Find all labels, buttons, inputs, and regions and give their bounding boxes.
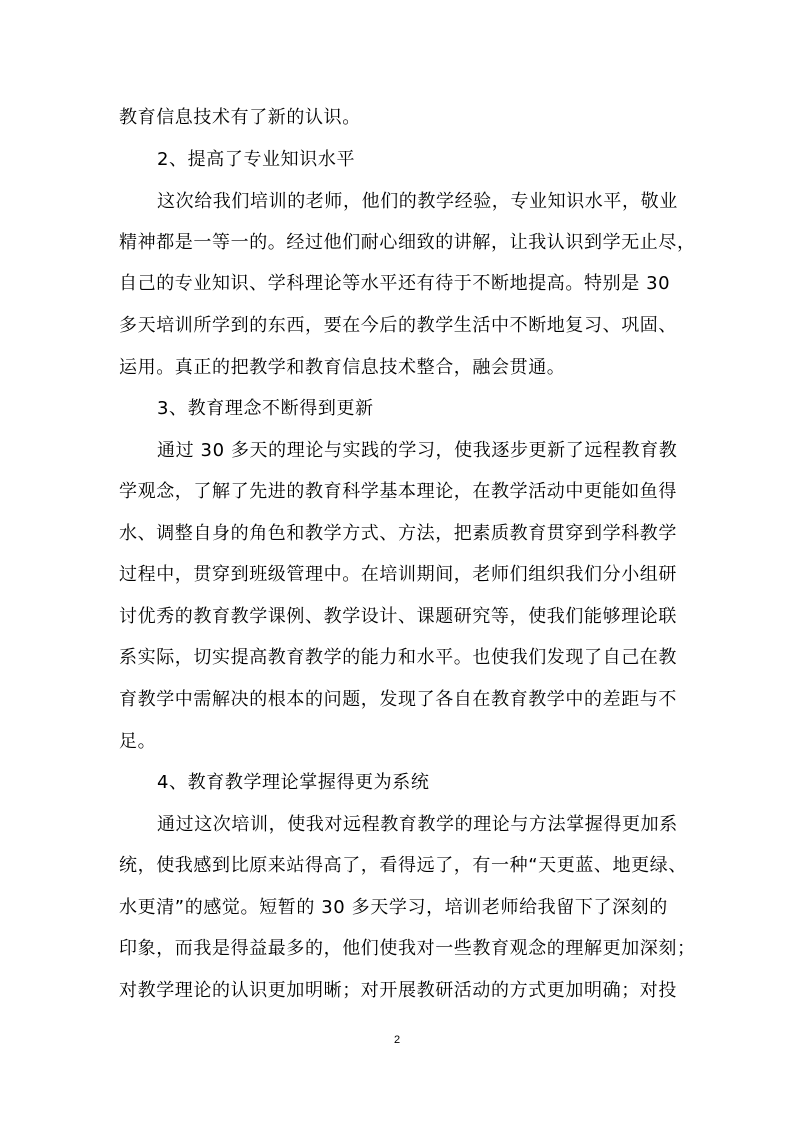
paragraph-line: 印象，而我是得益最多的，他们使我对一些教育观念的理解更加深刻； <box>119 938 696 959</box>
paragraph-line: 对教学理论的认识更加明晰；对开展教研活动的方式更加明确；对投 <box>119 980 677 1001</box>
paragraph-line: 足。 <box>119 731 157 752</box>
paragraph-line: 自己的专业知识、学科理论等水平还有待于不断地提高。特别是 30 <box>119 273 671 294</box>
paragraph-line: 通过这次培训，使我对远程教育教学的理论与方法掌握得更加系 <box>157 814 678 835</box>
section-heading-2: 2、提高了专业知识水平 <box>157 149 356 170</box>
paragraph-line: 多天培训所学到的东西，要在今后的教学生活中不断地复习、巩固、 <box>119 315 677 336</box>
paragraph-line: 育教学中需解决的根本的问题，发现了各自在教育教学中的差距与不 <box>119 689 677 710</box>
paragraph-line: 学观念，了解了先进的教育科学基本理论，在教学活动中更能如鱼得 <box>119 481 677 502</box>
paragraph-line: 精神都是一等一的。经过他们耐心细致的讲解，让我认识到学无止尽， <box>119 232 696 253</box>
paragraph-line: 教育信息技术有了新的认识。 <box>119 107 361 128</box>
page-number: 2 <box>393 1034 401 1046</box>
paragraph-line: 水更清”的感觉。短暂的 30 多天学习，培训老师给我留下了深刻的 <box>119 897 668 918</box>
paragraph-line: 这次给我们培训的老师，他们的教学经验，专业知识水平，敬业 <box>157 191 678 212</box>
section-heading-4: 4、教育教学理论掌握得更为系统 <box>157 772 430 793</box>
section-heading-3: 3、教育理念不断得到更新 <box>157 398 374 419</box>
paragraph-line: 系实际，切实提高教育教学的能力和水平。也使我们发现了自己在教 <box>119 647 677 668</box>
paragraph-line: 水、调整自身的角色和教学方式、方法，把素质教育贯穿到学科教学 <box>119 523 677 544</box>
paragraph-line: 通过 30 多天的理论与实践的学习，使我逐步更新了远程教育教 <box>157 440 678 461</box>
paragraph-line: 统，使我感到比原来站得高了，看得远了，有一种“天更蓝、地更绿、 <box>119 855 687 876</box>
paragraph-line: 过程中，贯穿到班级管理中。在培训期间，老师们组织我们分小组研 <box>119 564 677 585</box>
paragraph-line: 运用。真正的把教学和教育信息技术整合，融会贯通。 <box>119 357 566 378</box>
paragraph-line: 讨优秀的教育教学课例、教学设计、课题研究等，使我们能够理论联 <box>119 606 677 627</box>
